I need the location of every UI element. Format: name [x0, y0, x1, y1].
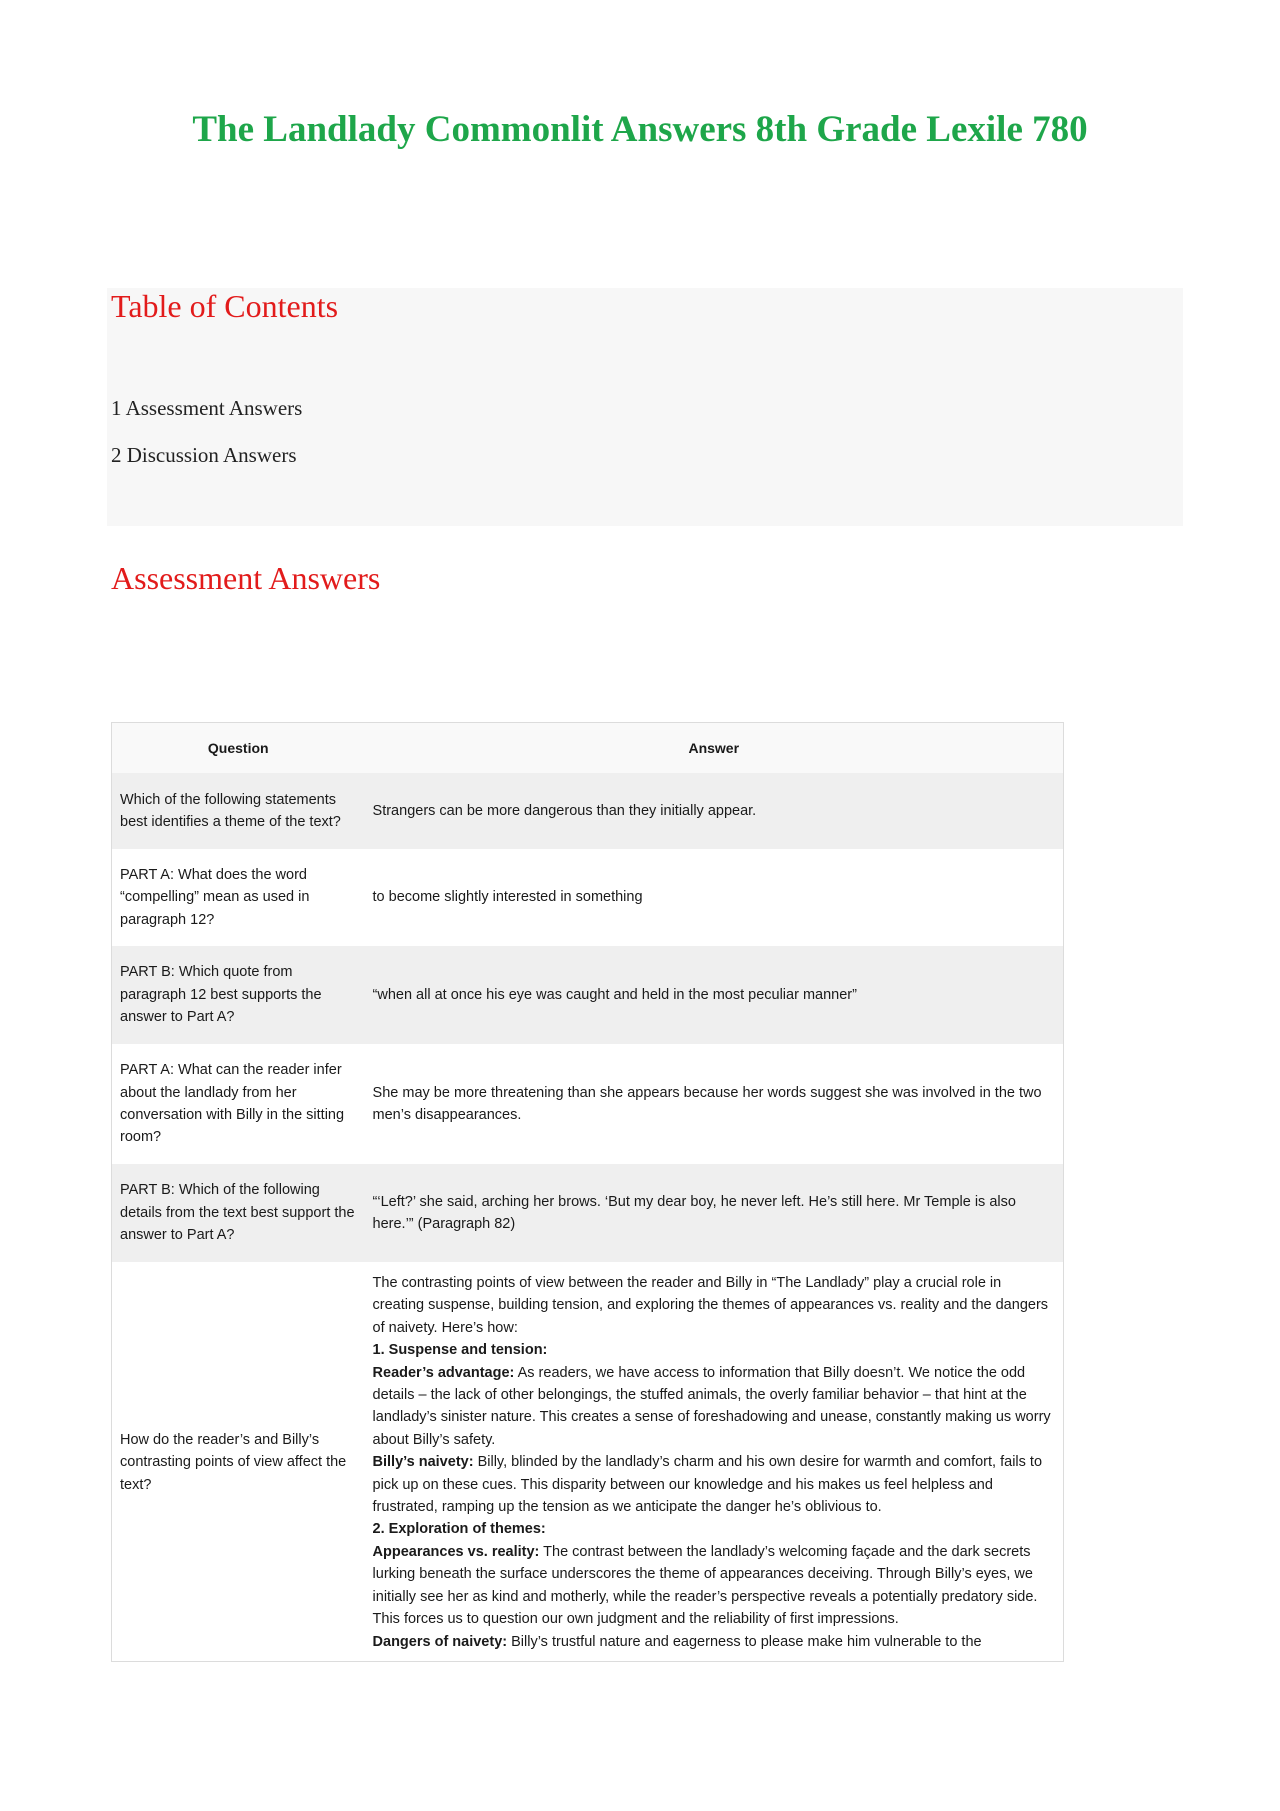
answer-point-label: Dangers of naivety: — [372, 1633, 508, 1650]
table-header-row — [112, 723, 1064, 774]
table-of-contents — [107, 288, 1183, 526]
table-row — [112, 849, 1064, 946]
answer-point-text: Billy, blinded by the landlady’s charm and his own desire for warmth and comfort, fails to pick up on these cues. This disparity between our knowledge and his makes us feel helpless and frustrated, ramping up the tension as we anticipate the danger he’s oblivious to. — [372, 1454, 1043, 1516]
question-cell: PART B: Which quote from paragraph 12 best supports the answer to Part A? — [112, 946, 365, 1044]
table-row — [112, 1262, 1064, 1661]
toc-item-discussion-answers[interactable]: 2 Discussion Answers — [111, 443, 297, 467]
answer-point-label: Reader’s advantage: — [372, 1364, 515, 1381]
answer-intro: The contrasting points of view between the reader and Billy in “The Landlady” play a crucial role in creating suspense, building tension, and exploring the themes of appearances vs. reality and the dangers of naivety. Here’s how: — [372, 1275, 1049, 1336]
table-row — [112, 1044, 1064, 1164]
answer-point-text: Billy’s trustful nature and eagerness to please make him vulnerable to the — [507, 1633, 982, 1650]
answer-point-text: As readers, we have access to information that Billy doesn’t. We notice the odd details – the lack of other belongings, the stuffed animals, the overly familiar behavior – that hint at the landlady’s sinister nature. This creates a sense of foreshadowing and unease, constantly making us worry about Billy’s safety. — [372, 1364, 1051, 1448]
answer-cell: “‘Left?’ she said, arching her brows. ‘But my dear boy, he never left. He’s still here. Mr Temple is also here.’” (Paragraph 82) — [365, 1164, 1064, 1262]
table-row — [112, 1164, 1064, 1262]
question-cell: How do the reader’s and Billy’s contrasting points of view affect the text? — [112, 1262, 365, 1661]
answer-cell: Strangers can be more dangerous than they initially appear. — [365, 773, 1064, 849]
answer-cell — [365, 1262, 1064, 1661]
toc-item-assessment-answers[interactable]: 1 Assessment Answers — [111, 396, 303, 420]
table-row — [112, 773, 1064, 849]
answer-section-title: 1. Suspense and tension: — [372, 1342, 548, 1359]
answer-cell: She may be more threatening than she appears because her words suggest she was involved in the two men’s disappearances. — [365, 1044, 1064, 1164]
answer-point-text: The contrast between the landlady’s welcoming façade and the dark secrets lurking beneath the surface underscores the theme of appearances deceiving. Through Billy’s eyes, we initially see her as kind and motherly, while the reader’s perspective reveals a potentially predatory side. This forces us to question our own judgment and the reliability of first impressions. — [372, 1543, 1038, 1628]
answer-section-title: 2. Exploration of themes: — [372, 1521, 546, 1538]
answer-cell: to become slightly interested in something — [365, 849, 1064, 946]
answer-column-header: Answer — [365, 723, 1064, 774]
question-cell: Which of the following statements best identifies a theme of the text? — [112, 773, 365, 849]
assessment-answers-table — [111, 722, 1064, 1662]
table-row — [112, 946, 1064, 1044]
page-title: The Landlady Commonlit Answers 8th Grade Lexile 780 — [192, 109, 1088, 150]
assessment-answers-heading: Assessment Answers — [111, 560, 381, 596]
question-cell: PART A: What can the reader infer about the landlady from her conversation with Billy in the sitting room? — [112, 1044, 365, 1164]
question-column-header: Question — [112, 723, 365, 774]
question-cell: PART A: What does the word “compelling” mean as used in paragraph 12? — [112, 849, 365, 946]
question-cell: PART B: Which of the following details from the text best support the answer to Part A? — [112, 1164, 365, 1262]
answer-point-label: Billy’s naivety: — [372, 1454, 474, 1471]
answer-cell: “when all at once his eye was caught and held in the most peculiar manner” — [365, 946, 1064, 1044]
answer-point-label: Appearances vs. reality: — [372, 1543, 540, 1560]
toc-heading: Table of Contents — [111, 288, 339, 324]
